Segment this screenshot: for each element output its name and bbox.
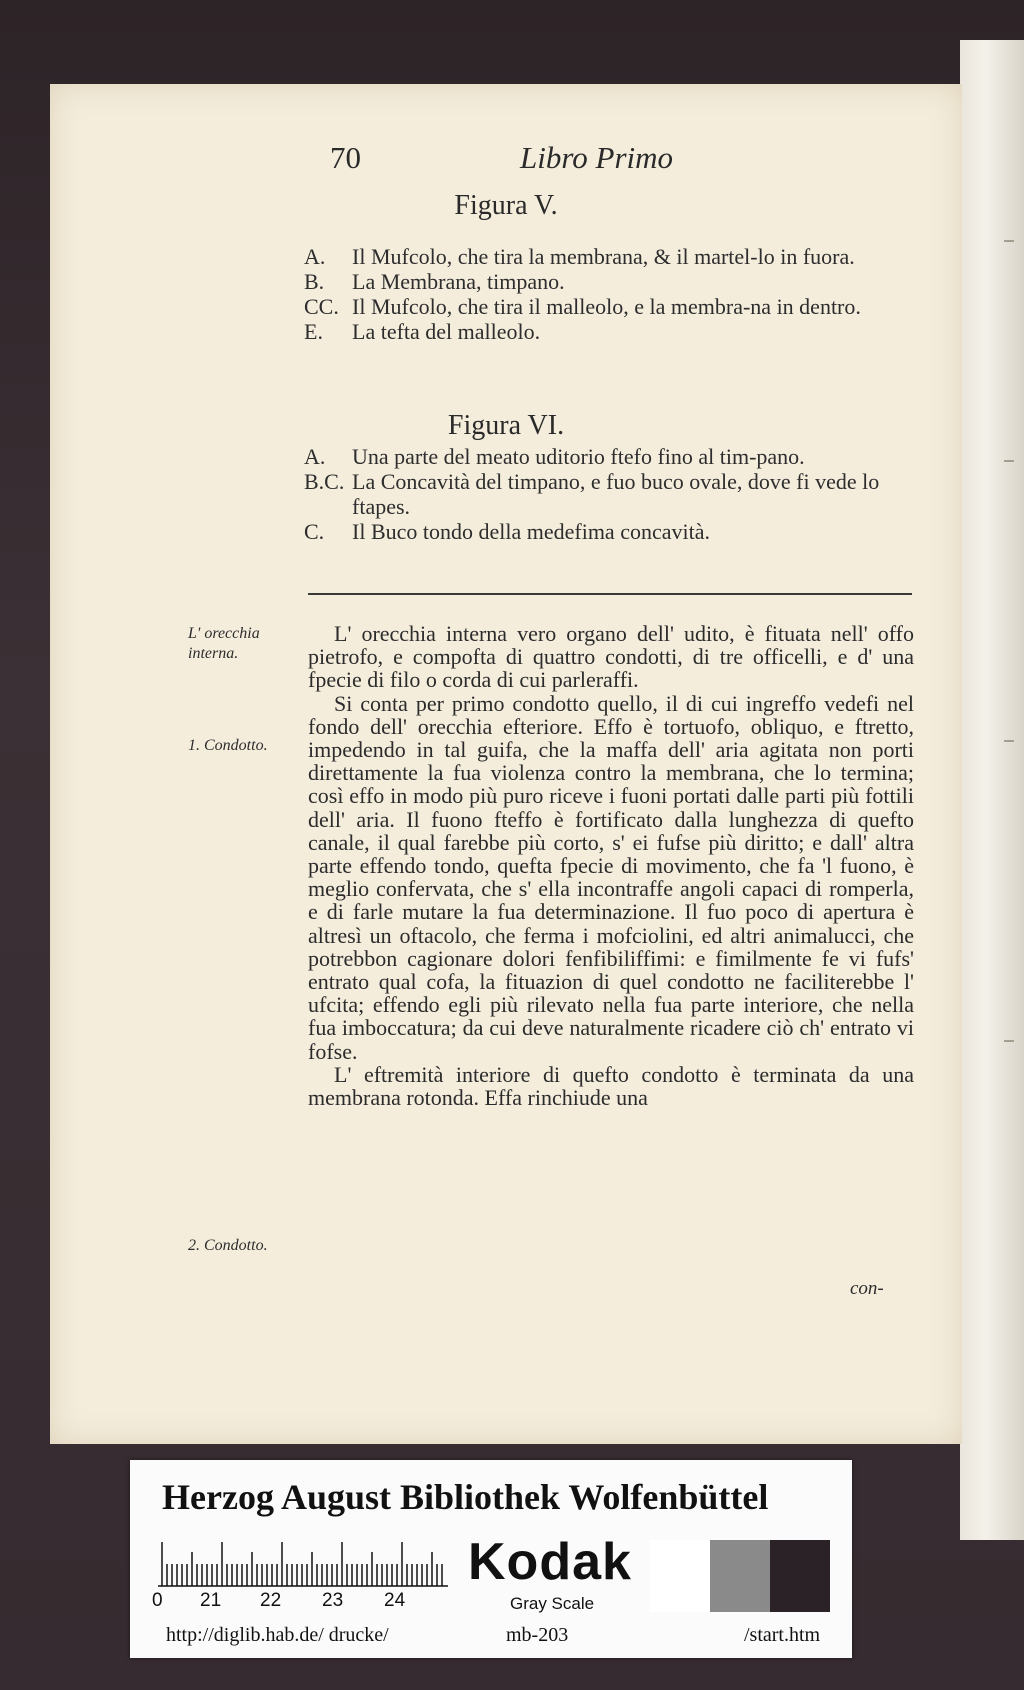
scale-number: 22 bbox=[260, 1590, 282, 1611]
gray-patch-dark bbox=[770, 1540, 830, 1612]
color-target-card bbox=[130, 1460, 852, 1658]
shelf-code: mb-203 bbox=[506, 1624, 569, 1646]
legend-text: La Concavità del timpano, e fuo buco ovale, dove fi vede lo ftapes. bbox=[352, 469, 880, 519]
gray-patch-mid bbox=[710, 1540, 770, 1612]
legend-key: A. bbox=[304, 444, 326, 469]
legend-text: La Membrana, timpano. bbox=[352, 269, 565, 294]
legend-item bbox=[304, 269, 914, 294]
ruler-scale bbox=[158, 1536, 448, 1588]
margin-note-condotto-1: 1. Condotto. bbox=[188, 737, 268, 754]
horizontal-rule bbox=[308, 593, 912, 595]
book-page bbox=[50, 84, 962, 1444]
legend-text: Il Buco tondo della medefima concavità. bbox=[352, 519, 710, 544]
margin-note-orecchia: L' orecchia interna. bbox=[188, 625, 260, 662]
legend-key: A. bbox=[304, 244, 326, 269]
figure-5-title: Figura V. bbox=[454, 190, 558, 221]
legend-key: B. bbox=[304, 269, 325, 294]
page-number: 70 bbox=[330, 140, 361, 175]
scale-number: 0 bbox=[152, 1590, 163, 1611]
legend-text: Il Mufcolo, che tira il malleolo, e la membra-na in dentro. bbox=[352, 294, 861, 319]
scale-number: 23 bbox=[322, 1590, 344, 1611]
figure-6-legend bbox=[304, 444, 914, 544]
url-left: http://diglib.hab.de/ drucke/ bbox=[166, 1624, 389, 1646]
legend-item bbox=[304, 319, 914, 344]
scale-number: 21 bbox=[200, 1590, 222, 1611]
edge-mark bbox=[1004, 460, 1014, 462]
gray-patch-white bbox=[650, 1540, 710, 1612]
catchword: con- bbox=[850, 1278, 884, 1299]
legend-key: C. bbox=[304, 519, 325, 544]
edge-mark bbox=[1004, 1040, 1014, 1042]
paragraph: L' orecchia interna vero organo dell' udito, è fituata nell' offo pietrofo, e compofta di quattro condotti, di tre officelli, e d' una fpecie di filo o corda di cui parleraffi. bbox=[308, 621, 914, 693]
next-page-edge bbox=[960, 40, 1024, 1540]
legend-text: Una parte del meato uditorio ftefo fino al tim-pano. bbox=[352, 444, 805, 469]
legend-item bbox=[304, 444, 914, 469]
edge-mark bbox=[1004, 240, 1014, 242]
margin-note-condotto-2: 2. Condotto. bbox=[188, 1237, 268, 1254]
library-name: Herzog August Bibliothek Wolfenbüttel bbox=[162, 1477, 769, 1517]
figure-6-title: Figura VI. bbox=[447, 410, 565, 441]
url-right: /start.htm bbox=[744, 1624, 821, 1646]
legend-item bbox=[304, 469, 914, 519]
legend-key: E. bbox=[304, 319, 323, 344]
legend-item bbox=[304, 519, 914, 544]
paragraph: Si conta per primo condotto quello, il di cui ingreffo vedefi nel fondo dell' orecchia efteriore. Effo è tortuofo, obliquo, e ftretto, impedendo in tal guifa, che la maffa dell' aria agitata non porti direttamente la fua violenza contro la membrana, che lo termina; così effo in modo più puro riceve i fuoni portati dalle parti più fottili dell' aria. Il fuono fteffo è fortificato dalla lunghezza di quefto canale, il qual farebbe più corto, s' ei fufse più diritto; e dall' altra parte effendo tondo, quefta fpecie di movimento, che fa 'l fuono, è meglio confervata, che s' ella incontraffe angoli capaci di romperla, e di farle mutare la fua determinazione. Il fuo poco di apertura è altresì un oftacolo, che ferma i mofciolini, ed altri animalucci, che potrebbon cagionare dolori fenfibiliffimi: e fimilmente fe vi fufs' entrato qual cofa, la fituazion di quel condotto ne faciliterebbe l' ufcita; effendo egli più rilevato nella fua parte interiore, che nella fua imboccatura; da cui deve naturalmente ricadere ciò ch' entrato vi fofse. bbox=[308, 690, 914, 1064]
legend-text: La tefta del malleolo. bbox=[352, 319, 541, 344]
figure-5-legend bbox=[304, 244, 914, 344]
edge-mark bbox=[1004, 740, 1014, 742]
legend-item bbox=[304, 294, 914, 319]
gray-scale-label: Gray Scale bbox=[510, 1594, 595, 1613]
legend-key: CC. bbox=[304, 294, 339, 319]
scale-number: 24 bbox=[384, 1590, 406, 1611]
brand-logo: Kodak bbox=[468, 1533, 632, 1591]
body-text bbox=[308, 622, 914, 1109]
legend-text: Il Mufcolo, che tira la membrana, & il martel-lo in fuora. bbox=[352, 244, 855, 269]
legend-item bbox=[304, 244, 914, 269]
legend-key: B.C. bbox=[304, 469, 345, 494]
running-head bbox=[330, 140, 750, 180]
running-title: Libro Primo bbox=[520, 140, 674, 175]
paragraph: L' eftremità interiore di quefto condotto è terminata da una membrana rotonda. Effa rinchiude una bbox=[308, 1061, 914, 1111]
